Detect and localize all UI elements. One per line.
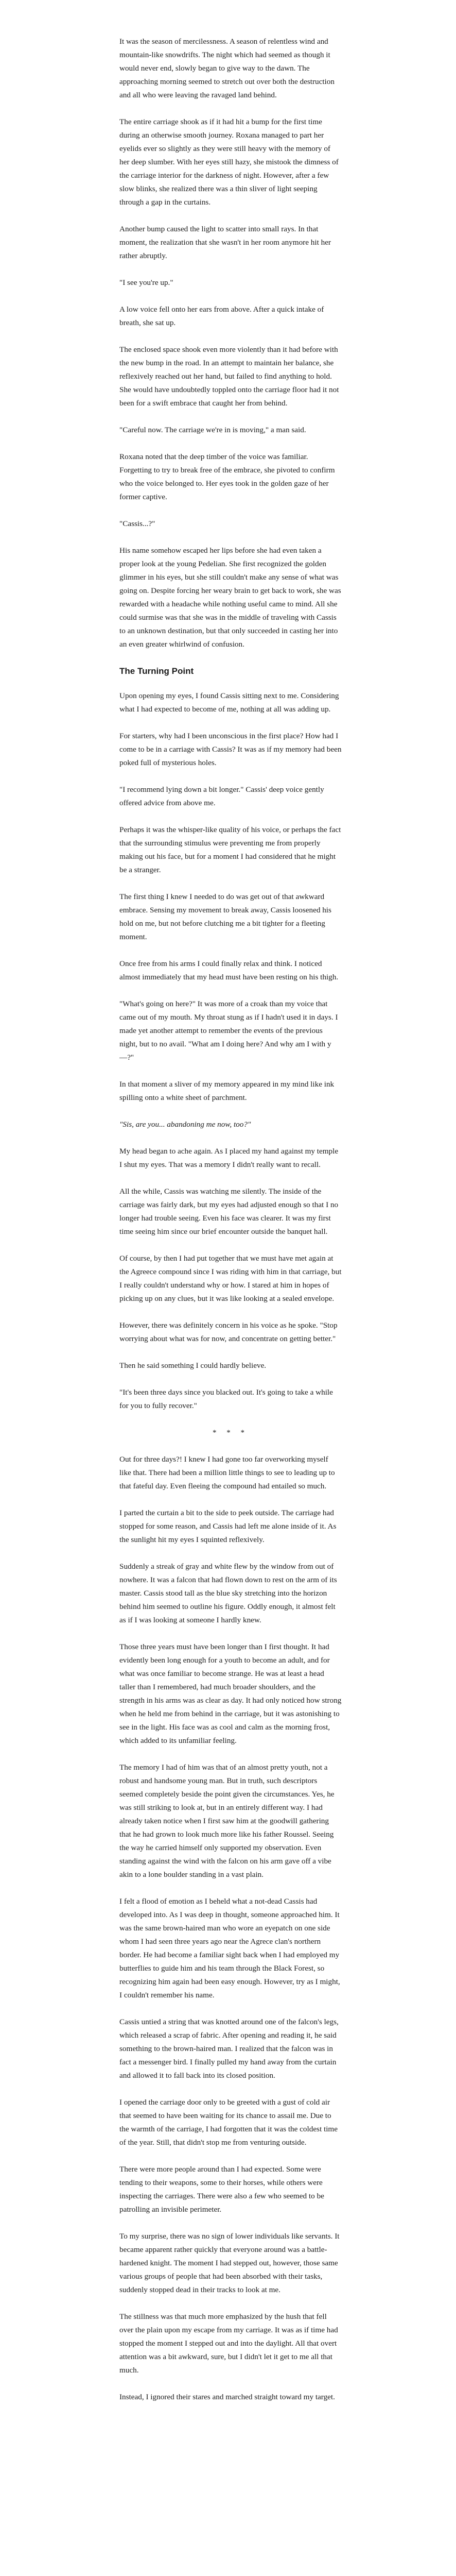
paragraph: In that moment a sliver of my memory appeared in my mind like ink spilling onto a white sheet of parchment.: [119, 1080, 335, 1102]
dialogue-line: "Careful now. The carriage we're in is moving," a man said.: [119, 426, 306, 434]
paragraph: There were more people around than I had expected. Some were tending to their weapons, some to their horses, while others were inspecting the carriages. There were also a few who seemed to be patrolling an invisible perimeter.: [119, 2165, 324, 2214]
story-intro: [119, 35, 342, 651]
paragraph: Once free from his arms I could finally relax and think. I noticed almost immediately that my head must have been resting on his thigh.: [119, 959, 339, 981]
memory-quote: [119, 1118, 342, 1131]
dialogue-line: "What's going on here?" It was more of a croak than my voice that came out of my mouth. My throat stung as if I hadn't used it in days. I made yet another attempt to remember the events of the previous night, but to no avail. "What am I doing here? And why am I with y—?": [119, 999, 338, 1062]
dialogue-line: "It's been three days since you blacked out. It's going to take a while for you to fully recover.": [119, 1388, 333, 1410]
dialogue-line: "I recommend lying down a bit longer." Cassis' deep voice gently offered advice from above me.: [119, 785, 324, 807]
paragraph: A low voice fell onto her ears from above. After a quick intake of breath, she sat up.: [119, 305, 324, 327]
paragraph: For starters, why had I been unconscious in the first place? How had I come to be in a carriage with Cassis? It was as if my memory had been poked full of mysterious holes.: [119, 732, 342, 767]
paragraph: It was the season of mercilessness. A season of relentless wind and mountain-like snowdrifts. The night which had seemed as though it would never end, slowly began to give way to the dawn. The approaching morning seemed to stretch out over both the destruction and all who were leaving the ravaged land behind.: [119, 37, 335, 99]
paragraph: Roxana noted that the deep timber of the voice was familiar. Forgetting to try to break free of the embrace, she pivoted to confirm who the voice belonged to. Her eyes took in the golden gaze of her former captive.: [119, 452, 335, 501]
paragraph: Upon opening my eyes, I found Cassis sitting next to me. Considering what I had expected to become of me, nothing at all was adding up.: [119, 691, 339, 714]
paragraph: I opened the carriage door only to be greeted with a gust of cold air that seemed to have been waiting for its chance to assail me. Due to the warmth of the carriage, I had forgotten that it was the coldest time of the year. Still, that didn't stop me from venturing outside.: [119, 2098, 338, 2147]
paragraph: Then he said something I could hardly believe.: [119, 1361, 267, 1370]
paragraph: His name somehow escaped her lips before she had even taken a proper look at the young Pedelian. She first recognized the golden glimmer in his eyes, but she still couldn't make any sense of what was going on. Despite forcing her weary brain to get back to work, she was rewarded with a headache while nothing useful came to mind. All she could surmise was that she was in the middle of traveling with Cassis to an unknown destination, but that only succeeded in casting her into an even greater whirlwind of confusion.: [119, 546, 341, 649]
paragraph: Those three years must have been longer than I first thought. It had evidently been long enough for a youth to become an adult, and for what was once familiar to become strange. He was at least a head taller than I remembered, had much broader shoulders, and the strength in his arms was as clear as day. It had only noticed how strong when he held me from behind in the carriage, but it was astonishing to see in the light. His face was as cool and calm as the morning frost, which added to its unfamiliar feeling.: [119, 1642, 342, 1745]
paragraph: All the while, Cassis was watching me silently. The inside of the carriage was fairly dark, but my eyes had adjusted enough so that I no longer had trouble seeing. Even his face was clearer. It was my first time seeing him since our brief encounter outside the banquet hall.: [119, 1187, 339, 1236]
paragraph: My head began to ache again. As I placed my hand against my temple I shut my eyes. That was a memory I didn't really want to recall.: [119, 1147, 339, 1169]
paragraph: However, there was definitely concern in his voice as he spoke. "Stop worrying about what was for now, and concentrate on getting better.": [119, 1321, 338, 1343]
dialogue-line: "I see you're up.": [119, 278, 173, 287]
section-heading: The Turning Point: [119, 666, 194, 676]
paragraph: Of course, by then I had put together that we must have met again at the Agreece compound since I was riding with him in that carriage, but I really couldn't understand why or how. I stared at him in hopes of picking up on any clues, but it was like looking at a sealed envelope.: [119, 1254, 342, 1303]
paragraph: Perhaps it was the whisper-like quality of his voice, or perhaps the fact that the surrounding stimulus were preventing me from properly making out his face, but for a moment I had considered that he might be a stranger.: [119, 825, 341, 874]
story-section-turning-point: [119, 689, 342, 1413]
paragraph: To my surprise, there was no sign of lower individuals like servants. It became apparent rather quickly that everyone around was a battle-hardened knight. The moment I had stepped out, however, those same various groups of people that had been absorbed with their tasks, suddenly stopped dead in their tracks to look at me.: [119, 2232, 340, 2294]
paragraph: The stillness was that much more emphasized by the hush that fell over the plain upon my escape from my carriage. It was as if time had stopped the moment I stepped out and into the daylight. All that overt attention was a bit awkward, sure, but I didn't let it get to me all that much.: [119, 2312, 338, 2375]
paragraph: The entire carriage shook as if it had hit a bump for the first time during an otherwise smooth journey. Roxana managed to part her eyelids ever so slightly as they were still heavy with the memory of her deep slumber. With her eyes still hazy, she mistook the dimness of the carriage interior for the darkness of night. However, after a few slow blinks, she realized there was a thin sliver of light seeping through a gap in the curtains.: [119, 117, 339, 207]
paragraph: The enclosed space shook even more violently than it had before with the new bump in the road. In an attempt to maintain her balance, she reflexively reached out her hand, but failed to find anything to hold. She would have undoubtedly toppled onto the carriage floor had it not been for a swift embrace that caught her from behind.: [119, 345, 339, 408]
story-section-after-break: [119, 1453, 342, 2404]
paragraph: Suddenly a streak of gray and white flew by the window from out of nowhere. It was a falcon that had flown down to rest on the arm of its master. Cassis stood tall as the blue sky stretching into the horizon behind him seemed to outline his figure. Oddly enough, it almost felt as if I was looking at someone I hardly knew.: [119, 1562, 337, 1624]
dialogue-line: "Cassis...?": [119, 519, 155, 528]
italic-quote: "Sis, are you... abandoning me now, too?": [119, 1120, 251, 1129]
paragraph: Another bump caused the light to scatter into small rays. In that moment, the realization that she wasn't in her room anymore hit her rather abruptly.: [119, 225, 331, 260]
paragraph: I felt a flood of emotion as I beheld what a not-dead Cassis had developed into. As I was deep in thought, someone approached him. It was the same brown-haired man who wore an eyepatch on one side whom I had seen three years ago near the Agrece clan's northern border. He had become a familiar sight back when I had employed my butterflies to guide him and his team through the Black Forest, so recognizing him again had been easy enough. However, try as I might, I couldn't remember his name.: [119, 1897, 340, 1999]
paragraph: The first thing I knew I needed to do was get out of that awkward embrace. Sensing my movement to break away, Cassis loosened his hold on me, but not before clutching me a bit tighter for a fleeting moment.: [119, 892, 331, 941]
paragraph: Out for three days?! I knew I had gone too far overworking myself like that. There had been a million little things to see to leading up to that fateful day. Even fleeing the compound had entailed so much.: [119, 1455, 335, 1490]
scene-separator: * * *: [213, 1429, 249, 1437]
paragraph: Cassis untied a string that was knotted around one of the falcon's legs, which released a scrap of fabric. After opening and reading it, he said something to the brown-haired man. I realized that the falcon was in fact a messenger bird. I finally pulled my hand away from the curtain and allowed it to fall back into its closed position.: [119, 2018, 339, 2080]
paragraph: Instead, I ignored their stares and marched straight toward my target.: [119, 2393, 335, 2401]
paragraph: I parted the curtain a bit to the side to peek outside. The carriage had stopped for some reason, and Cassis had left me alone inside of it. As the sunlight hit my eyes I squinted reflexively.: [119, 1509, 337, 1544]
paragraph: The memory I had of him was that of an almost pretty youth, not a robust and handsome young man. But in truth, such descriptors seemed completely beside the point given the circumstances. Yes, he was still striking to look at, but in an entirely different way. I had already taken notice when I first saw him at the goodwill gathering that he had grown to look much more like his father Roussel. Seeing the way he carried himself only supported my observation. Even standing against the wind with the falcon on his arm gave off a vibe akin to a lone boulder standing in a vast plain.: [119, 1763, 335, 1879]
